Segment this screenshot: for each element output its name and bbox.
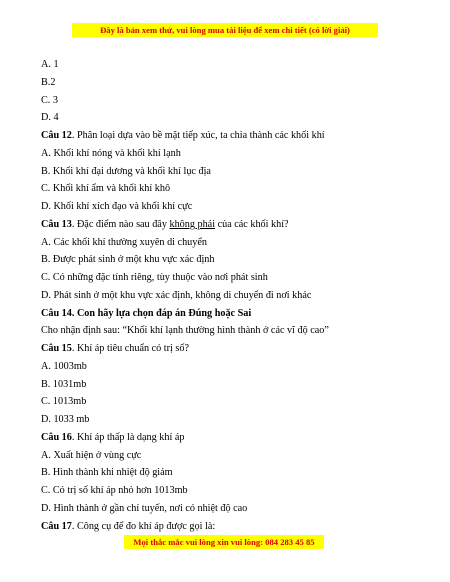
answer-option: B. Hình thành khi nhiệt độ giảm — [41, 467, 173, 479]
question-12 — [41, 127, 430, 145]
answer-option: C. 3 — [41, 94, 58, 106]
answer-option: A. 1 — [41, 59, 59, 70]
answer-option: B. Khối khí đại dương và khối khí lục địa — [41, 165, 211, 177]
question-text: . Khí áp thấp là dạng khí áp — [71, 431, 185, 443]
question-label: Câu 17 — [41, 520, 72, 532]
answer-option: A. Xuất hiện ở vùng cực — [41, 449, 142, 461]
underlined-text: không phải — [169, 218, 216, 230]
answer-option: B. Được phát sinh ở một khu vực xác định — [41, 254, 215, 266]
question-label: Câu 13 — [41, 218, 72, 230]
answer-option: D. Phát sinh ở một khu vực xác định, không di chuyển đi nơi khác — [41, 289, 312, 301]
answer-option: C. Có trị số khí áp nhỏ hơn 1013mb — [41, 485, 188, 496]
answer-option: B.2 — [41, 76, 56, 88]
document-body — [41, 56, 430, 535]
answer-option: A. Khối khí nóng và khối khí lạnh — [41, 147, 181, 159]
preview-notice-banner: Đây là bản xem thử, vui lòng mua tài liệu để xem chi tiết (có lời giải) — [72, 23, 378, 37]
contact-footer-banner: Mọi thắc mắc vui lòng xin vui lòng: 084 283 45 85 — [124, 535, 324, 549]
question-14 — [41, 305, 430, 323]
question-16 — [41, 429, 430, 447]
question-label: Câu 12 — [41, 130, 72, 141]
answer-option: A. 1003mb — [41, 360, 87, 372]
question-text-end: của các khối khí? — [215, 218, 289, 230]
question-text: . Đặc điểm nào sau đây — [71, 218, 170, 230]
question-label: Câu 15 — [41, 343, 72, 354]
answer-option: C. Khối khí ẩm và khối khí khô — [41, 183, 171, 195]
question-text: . Khí áp tiêu chuẩn có trị số? — [71, 343, 189, 354]
answer-option: D. 1033 mb — [41, 414, 90, 425]
answer-option: C. Có những đặc tính riêng, tùy thuộc vào nơi phát sinh — [41, 272, 268, 283]
question-15 — [41, 340, 430, 358]
answer-option: A. Các khối khí thường xuyên di chuyển — [41, 236, 207, 248]
answer-option: D. Khối khí xích đạo và khối khí cực — [41, 201, 193, 212]
answer-option: C. 1013mb — [41, 396, 87, 408]
question-13 — [41, 216, 430, 234]
answer-option: D. 4 — [41, 112, 59, 124]
question-heading: Câu 14. Con hãy lựa chọn đáp án Đúng hoặc Sai — [41, 307, 252, 319]
question-text: . Công cụ để đo khí áp được gọi là: — [71, 520, 216, 532]
question-17 — [41, 518, 430, 536]
answer-option: D. Hình thành ở gần chí tuyến, nơi có nhiệt độ cao — [41, 502, 248, 514]
question-label: Câu 16 — [41, 431, 72, 443]
statement: Cho nhận định sau: “Khối khí lạnh thường hình thành ở các vĩ độ cao” — [41, 325, 329, 337]
answer-option: B. 1031mb — [41, 378, 87, 390]
question-text: . Phân loại dựa vào bề mặt tiếp xúc, ta chia thành các khối khí — [71, 130, 325, 141]
